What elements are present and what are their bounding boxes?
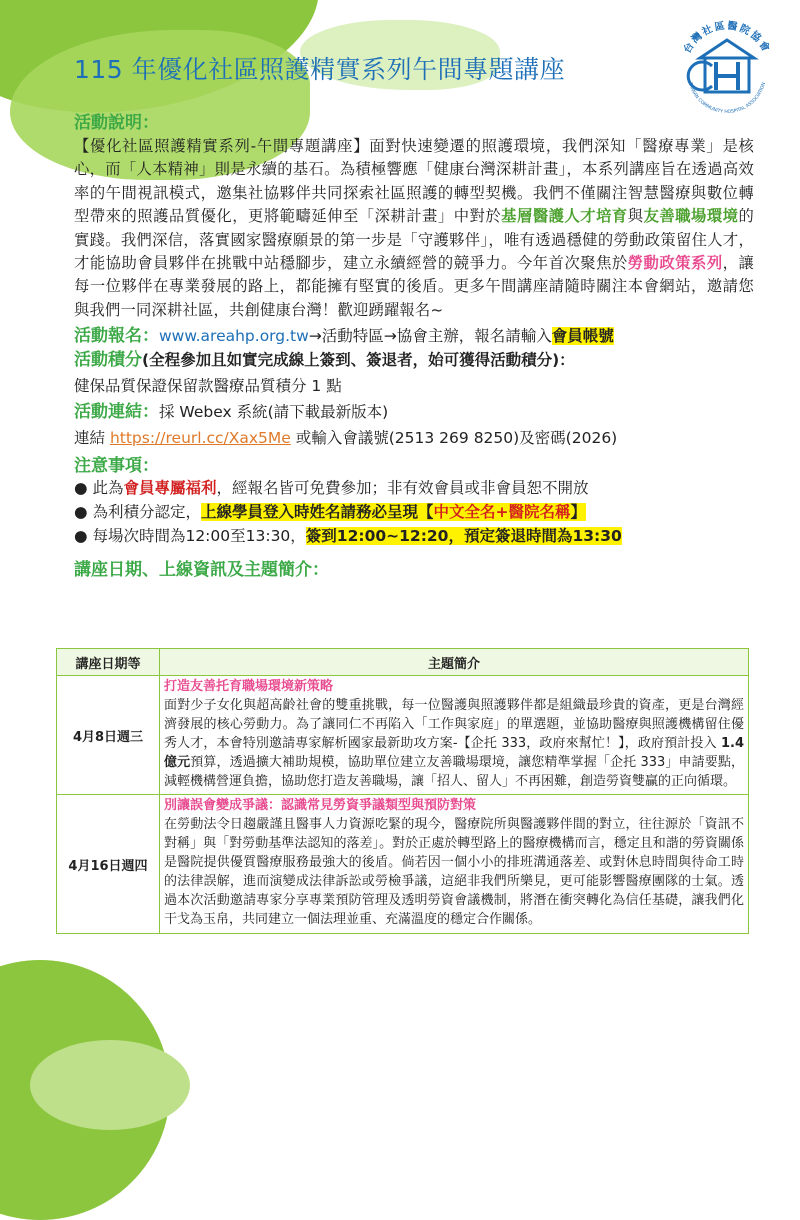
note-3-pre: 每場次時間為12:00至13:30， bbox=[92, 527, 306, 546]
intro-text-4: ，讓每一位夥伴在專業發展的路上，都能擁有堅實的後盾。更多午間講座請隨時關注本會網站，邀請您與我們一同深耕社區，共創健康台灣！歡迎踴躍報名~ bbox=[74, 254, 754, 319]
note-1-post: ，經報名皆可免費參加；非有效會員或非會員恕不開放 bbox=[216, 479, 589, 498]
connect-system: 採 Webex 系統(請下載最新版本) bbox=[159, 403, 389, 422]
schedule-table bbox=[56, 648, 749, 934]
session-detail bbox=[164, 697, 744, 792]
session-description bbox=[160, 676, 749, 795]
session-detail-bold: 1.4 億元 bbox=[164, 735, 744, 770]
session-topic: 打造友善托育職場環境新策略 bbox=[164, 679, 334, 694]
connect-prefix: 連結 bbox=[74, 429, 110, 448]
note-1-highlight: 會員專屬福利 bbox=[123, 479, 217, 498]
table-row bbox=[57, 795, 749, 933]
col-topic-header: 主題簡介 bbox=[160, 649, 749, 676]
webex-link[interactable]: https://reurl.cc/Xax5Me bbox=[109, 429, 291, 448]
bullet-icon: ● bbox=[74, 503, 93, 522]
connect-line bbox=[74, 400, 754, 424]
note-2-highlight-2: 中文全名+醫院名稱 bbox=[433, 503, 571, 522]
note-item-2 bbox=[74, 500, 754, 524]
schedule-heading: 講座日期、上線資訊及主題簡介： bbox=[74, 560, 329, 581]
signup-link[interactable]: www.areahp.org.tw bbox=[159, 327, 309, 346]
signup-highlight: 會員帳號 bbox=[551, 327, 614, 346]
session-date: 4月8日週三 bbox=[57, 676, 160, 795]
connect-suffix: 或輸入會議號(2513 269 8250)及密碼(2026) bbox=[290, 429, 618, 448]
credits-note: (全程參加且如實完成線上簽到、簽退者，始可獲得活動積分)： bbox=[142, 351, 575, 370]
intro-text-3: 的實踐。我們深信，落實國家醫療願景的第一步是「守護夥伴」，唯有透過穩健的勞動政策留住人才，才能協助會員夥伴在挑戰中站穩腳步，建立永續經營的競爭力。今年首次聚焦於 bbox=[74, 207, 755, 273]
session-detail-a: 在勞動法令日趨嚴謹且醫事人力資源吃緊的現今，醫療院所與醫護夥伴間的對立，往往源於「資訊不對稱」與「對勞動基準法認知的落差」。對於正處於轉型路上的醫療機構而言，穩定且和諧的勞資關係是醫院提供優質醫療服務最強大的後盾。倘若因一個小小的排班溝通落差、或對休息時間與待命工時的法律誤解，進而演變成法律訴訟或勞檢爭議，這絕非我們所樂見，更可能影響醫療團隊的士氣。透過本次活動邀請專家分享專業預防管理及透明勞資會議機制，將潛在衝突轉化為信任基礎，讓我們化干戈為玉帛，共同建立一個法理並重、充滿溫度的穩定合作關係。 bbox=[164, 817, 744, 927]
intro-paragraph bbox=[74, 135, 754, 322]
intro-highlight-1: 基層醫護人才培育 bbox=[501, 207, 628, 226]
intro-text-1: 【優化社區照護精實系列-午間專題講座】面對快速變遷的照護環境，我們深知「醫療專業」是核心，而「人本精神」則是永續的基石。為積極響應「健康台灣深耕計畫」，本系列講座旨在透過高效率的午間視訊模式，邀集社協夥伴共同探索社區照護的轉型契機。我們不僅關注智慧醫療與數位轉型帶來的照護品質優化，更將範疇延伸至「深耕計畫」中對於 bbox=[74, 137, 754, 226]
note-2-pre: 為利積分認定， bbox=[92, 503, 201, 522]
session-topic: 別讓誤會變成爭議：認識常見勞資爭議類型與預防對策 bbox=[164, 798, 477, 814]
credits-detail: 健保品質保證保留款醫療品質積分 1 點 bbox=[74, 377, 342, 396]
table-row bbox=[57, 676, 749, 795]
session-detail bbox=[164, 816, 744, 929]
credits-label: 活動積分 bbox=[74, 350, 142, 371]
bullet-icon: ● bbox=[74, 479, 93, 498]
bullet-icon: ● bbox=[74, 527, 93, 546]
intro-highlight-2: 友善職場環境 bbox=[643, 207, 739, 226]
logo-org-name-en: TAIWAN COMMUNITY HOSPITAL ASSOCIATION bbox=[687, 82, 767, 116]
notes-heading: 注意事項： bbox=[74, 456, 159, 477]
session-detail-a: 面對少子女化與超高齡社會的雙重挑戰，每一位醫護與照護夥伴都是組織最珍貴的資產，更是台灣經濟發展的核心勞動力。為了讓同仁不再陷入「工作與家庭」的單選題，並協助醫療與照護機構留住優秀人才，本會特別邀請專家解析國家最新助攻方案-【企托 333，政府來幫忙！】，政府預計投入 bbox=[164, 697, 744, 751]
schedule-header-row bbox=[57, 649, 749, 676]
note-1-pre: 此為 bbox=[92, 479, 124, 498]
session-date: 4月16日週四 bbox=[57, 795, 160, 933]
session-description bbox=[160, 795, 749, 933]
note-3-highlight: 簽到12:00~12:20，預定簽退時間為13:30 bbox=[305, 527, 622, 546]
col-date-header: 講座日期等 bbox=[57, 649, 160, 676]
note-2-highlight-1: 上線學員登入時姓名請務必呈現【 bbox=[200, 503, 434, 522]
intro-text-2: 與 bbox=[627, 207, 644, 226]
intro-highlight-3: 勞動政策系列 bbox=[627, 254, 723, 273]
association-logo-icon bbox=[676, 18, 778, 116]
connect-detail bbox=[74, 426, 754, 450]
session-detail-b: 預算，透過擴大補助規模，協助單位建立友善職場環境，讓您精準掌握「企托 333」申請要點，減輕機構營運負擔，協助您打造友善職場，讓「招人、留人」不再困難，創造勞資雙贏的正向循環。 bbox=[164, 754, 744, 789]
note-2-highlight-3: 】 bbox=[570, 503, 586, 522]
signup-path: →活動特區→協會主辦，報名請輸入 bbox=[308, 327, 552, 346]
note-item-3 bbox=[74, 524, 754, 548]
page-title: 115 年優化社區照護精實系列午間專題講座 bbox=[74, 55, 566, 84]
credits-line bbox=[74, 348, 754, 372]
connect-label: 活動連結： bbox=[74, 402, 159, 423]
logo-org-name: 台灣社區醫院協會 bbox=[681, 20, 773, 56]
signup-label: 活動報名： bbox=[74, 326, 159, 347]
signup-line bbox=[74, 324, 754, 348]
intro-heading: 活動說明： bbox=[74, 113, 159, 133]
green-decor-bottom-2 bbox=[30, 1040, 190, 1130]
svg-text:台灣社區醫院協會 bbox=[680, 19, 773, 56]
content bbox=[74, 108, 754, 580]
note-item-1 bbox=[74, 476, 754, 500]
